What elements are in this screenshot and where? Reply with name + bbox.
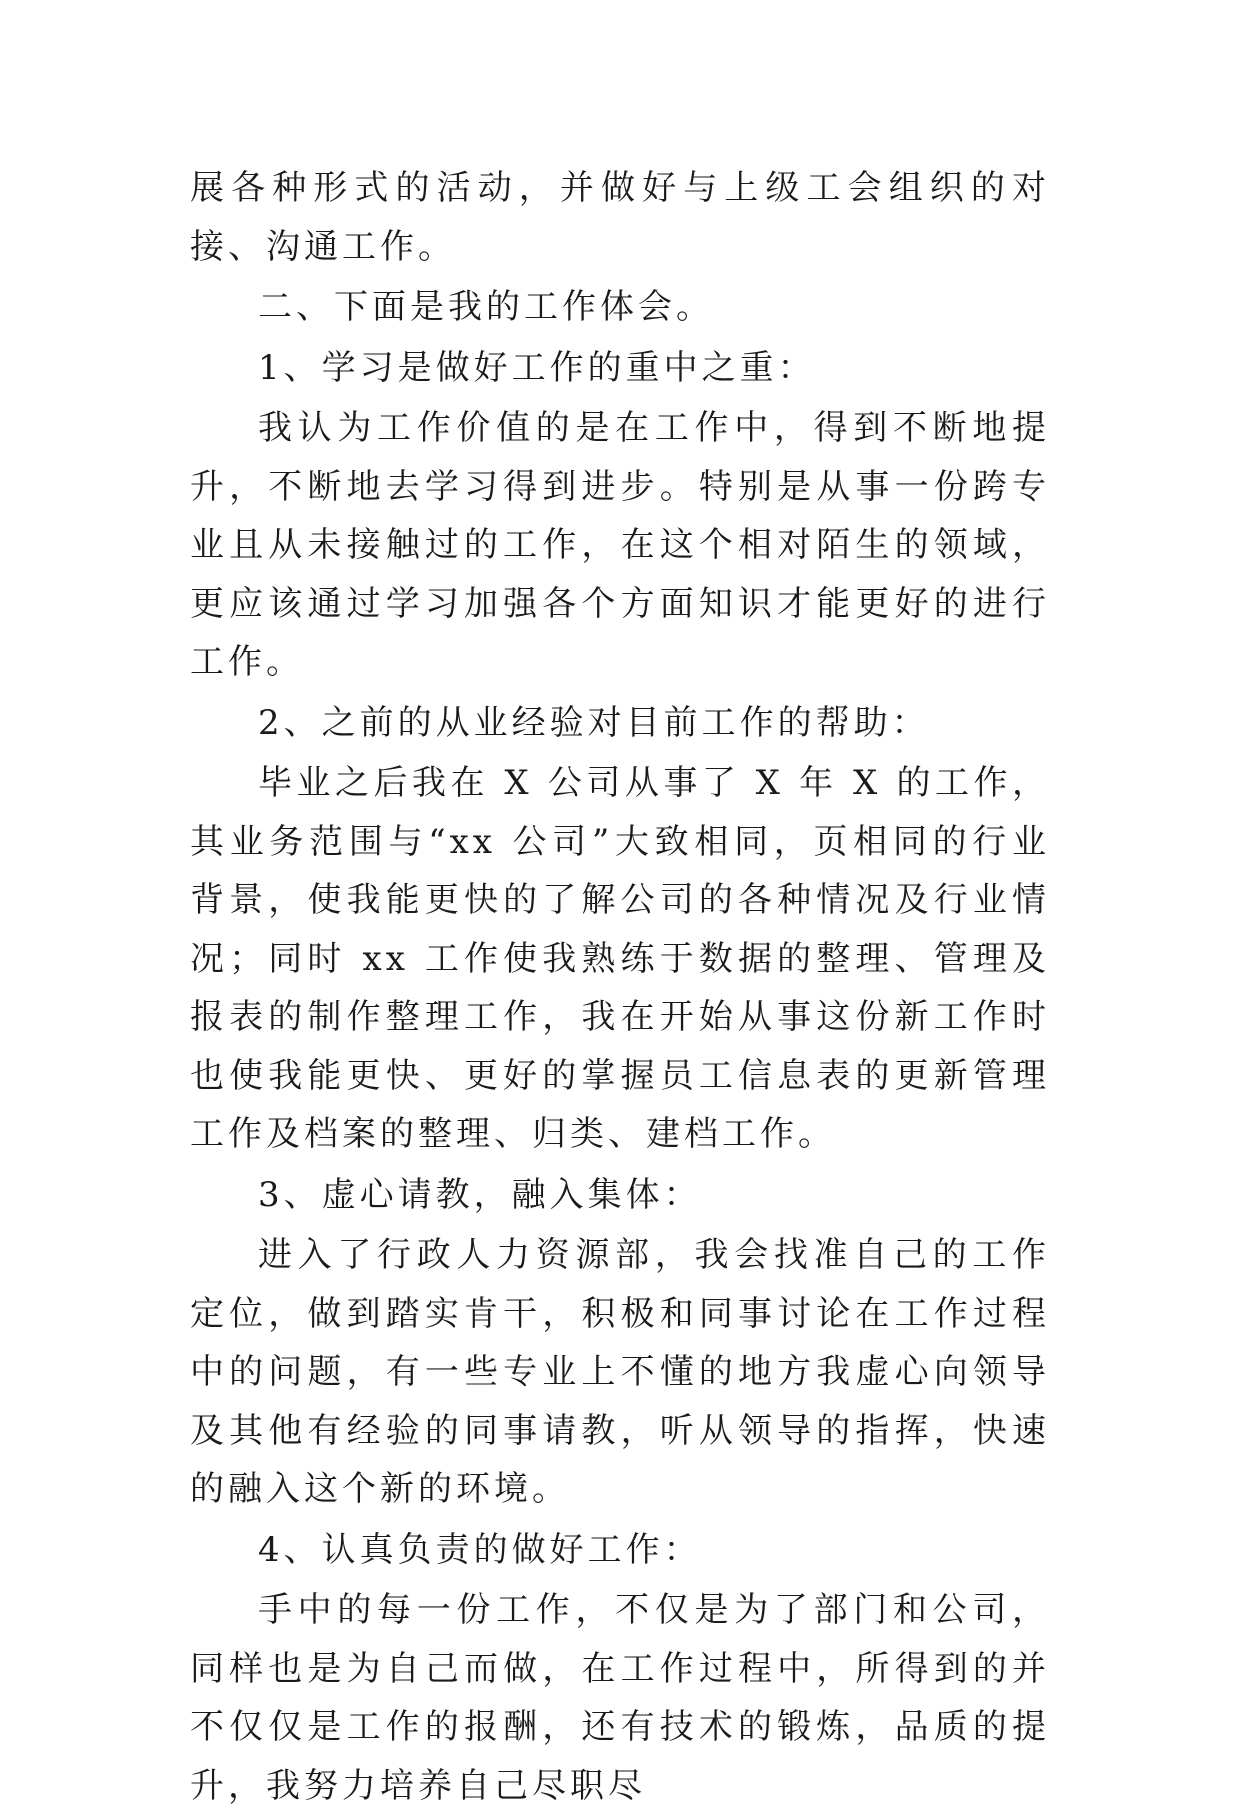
paragraph-prior-experience: 毕业之后我在 X 公司从事了 X 年 X 的工作，其业务范围与“xx 公司”大致相同，页相同的行业背景，使我能更快的了解公司的各种情况及行业情况；同时 xx 工作使我熟练于数据的整理、管理及报表的制作整理工作，我在开始从事这份新工作时也使我能更快、更好的掌握员工信息表的更新管理工作及档案的整理、归类、建档工作。 — [190, 763, 1050, 1154]
section-heading-work-experience: 二、下面是我的工作体会。 — [258, 287, 714, 327]
paragraph-learning: 我认为工作价值的是在工作中，得到不断地提升，不断地去学习得到进步。特别是从事一份跨专业且从未接触过的工作，在这个相对陌生的领域，更应该通过学习加强各个方面知识才能更好的进行工作。 — [190, 408, 1050, 682]
document-body — [190, 159, 1050, 1815]
subheading-responsibility: 4、认真负责的做好工作： — [258, 1529, 702, 1570]
paragraph-continuation: 展各种形式的活动，并做好与上级工会组织的对接、沟通工作。 — [190, 168, 1050, 267]
paragraph-humble-learning: 进入了行政人力资源部，我会找准自己的工作定位，做到踏实肯干，积极和同事讨论在工作过程中的问题，有一些专业上不懂的地方我虚心向领导及其他有经验的同事请教，听从领导的指挥，快速的融入这个新的环境。 — [190, 1235, 1050, 1509]
paragraph-responsibility: 手中的每一份工作，不仅是为了部门和公司，同样也是为自己而做，在工作过程中，所得到的并不仅仅是工作的报酬，还有技术的锻炼，品质的提升，我努力培养自己尽职尽 — [190, 1590, 1050, 1806]
subheading-learning: 1、学习是做好工作的重中之重： — [258, 347, 816, 388]
subheading-humble-learning: 3、虚心请教，融入集体： — [258, 1174, 702, 1215]
subheading-prior-experience: 2、之前的从业经验对目前工作的帮助： — [258, 702, 930, 743]
